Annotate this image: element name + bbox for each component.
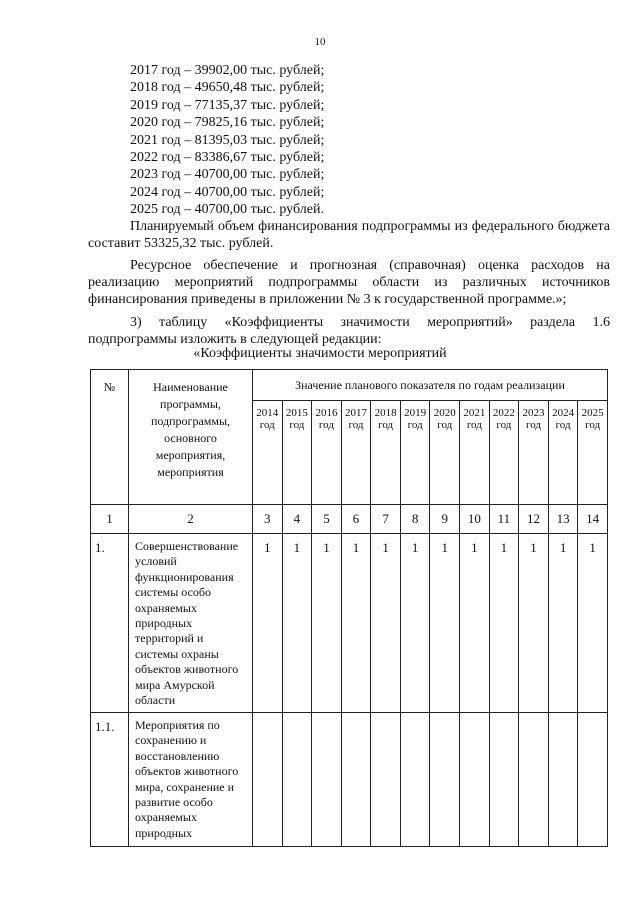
row-number: 1.1. — [91, 713, 129, 847]
paragraph-federal-funding: Планируемый объем финансирования подпрограммы из федерального бюджета составит 53325,32 тыс. рублей. — [88, 219, 610, 251]
column-index: 8 — [400, 505, 430, 534]
column-index-row — [91, 505, 608, 534]
row-value: 1 — [253, 534, 283, 713]
row-name: Совершенствование условий функционирования системы особо охраняемых природных территорий и системы охраны объектов животного мира Амурской области — [129, 534, 253, 713]
row-value: 1 — [489, 534, 519, 713]
column-index: 9 — [430, 505, 460, 534]
row-value: 1 — [400, 534, 430, 713]
budget-line: 2025 год – 40700,00 тыс. рублей. — [130, 202, 324, 218]
header-name: Наименование программы, подпрограммы, основного мероприятия, мероприятия — [129, 370, 253, 505]
budget-line: 2020 год – 79825,16 тыс. рублей; — [130, 115, 325, 131]
budget-line: 2019 год – 77135,37 тыс. рублей; — [130, 97, 325, 113]
row-name: Мероприятия по сохранению и восстановлению объектов животного мира, сохранение и развитие особо охраняемых природных — [129, 713, 253, 847]
header-year-values: Значение планового показателя по годам реализации — [253, 370, 608, 401]
column-index: 2 — [129, 505, 253, 534]
year-header: 2021 год — [460, 401, 490, 505]
table-row — [91, 713, 608, 847]
column-index: 12 — [519, 505, 549, 534]
row-value: 1 — [341, 534, 371, 713]
column-index: 1 — [91, 505, 129, 534]
row-value — [578, 713, 608, 847]
row-value — [312, 713, 342, 847]
year-header: 2016 год — [312, 401, 342, 505]
row-value: 1 — [548, 534, 578, 713]
row-value — [460, 713, 490, 847]
year-header: 2018 год — [371, 401, 401, 505]
budget-line: 2021 год – 81395,03 тыс. рублей; — [130, 132, 325, 148]
year-header: 2019 год — [400, 401, 430, 505]
budget-line: 2022 год – 83386,67 тыс. рублей; — [130, 150, 325, 166]
row-value: 1 — [430, 534, 460, 713]
row-value — [400, 713, 430, 847]
column-index: 3 — [253, 505, 283, 534]
year-header: 2015 год — [282, 401, 312, 505]
paragraph-resources: Ресурсное обеспечение и прогнозная (справочная) оценка расходов на реализацию мероприятий подпрограммы области из различных источников финансирования приведены в приложении № 3 к государственной программе.»; — [88, 258, 610, 307]
row-value: 1 — [312, 534, 342, 713]
column-index: 6 — [341, 505, 371, 534]
year-header: 2022 год — [489, 401, 519, 505]
table-title: «Коэффициенты значимости мероприятий — [193, 346, 447, 361]
row-value — [253, 713, 283, 847]
year-header: 2023 год — [519, 401, 549, 505]
budget-line: 2024 год – 40700,00 тыс. рублей; — [130, 184, 325, 200]
year-header: 2020 год — [430, 401, 460, 505]
paragraph-item-3: 3) таблицу «Коэффициенты значимости мероприятий» раздела 1.6 подпрограммы изложить в следующей редакции: — [88, 315, 610, 347]
column-index: 11 — [489, 505, 519, 534]
column-index: 4 — [282, 505, 312, 534]
year-header: 2014 год — [253, 401, 283, 505]
row-value — [489, 713, 519, 847]
budget-line: 2017 год – 39902,00 тыс. рублей; — [130, 63, 325, 78]
year-header: 2017 год — [341, 401, 371, 505]
row-value — [548, 713, 578, 847]
year-header: 2025 год — [578, 401, 608, 505]
row-value — [371, 713, 401, 847]
row-value — [430, 713, 460, 847]
row-value — [341, 713, 371, 847]
header-number: № — [91, 370, 129, 505]
row-number: 1. — [91, 534, 129, 713]
table-row — [91, 534, 608, 713]
row-value: 1 — [519, 534, 549, 713]
year-header: 2024 год — [548, 401, 578, 505]
row-value: 1 — [460, 534, 490, 713]
row-value: 1 — [578, 534, 608, 713]
column-index: 5 — [312, 505, 342, 534]
column-index: 10 — [460, 505, 490, 534]
column-index: 7 — [371, 505, 401, 534]
row-value — [282, 713, 312, 847]
coefficients-table — [90, 369, 608, 847]
row-value: 1 — [282, 534, 312, 713]
column-index: 14 — [578, 505, 608, 534]
page-number: 10 — [314, 36, 326, 48]
budget-line: 2018 год – 49650,48 тыс. рублей; — [130, 80, 325, 96]
budget-list — [130, 62, 324, 219]
column-index: 13 — [548, 505, 578, 534]
row-value: 1 — [371, 534, 401, 713]
budget-line: 2023 год – 40700,00 тыс. рублей; — [130, 167, 325, 183]
row-value — [519, 713, 549, 847]
